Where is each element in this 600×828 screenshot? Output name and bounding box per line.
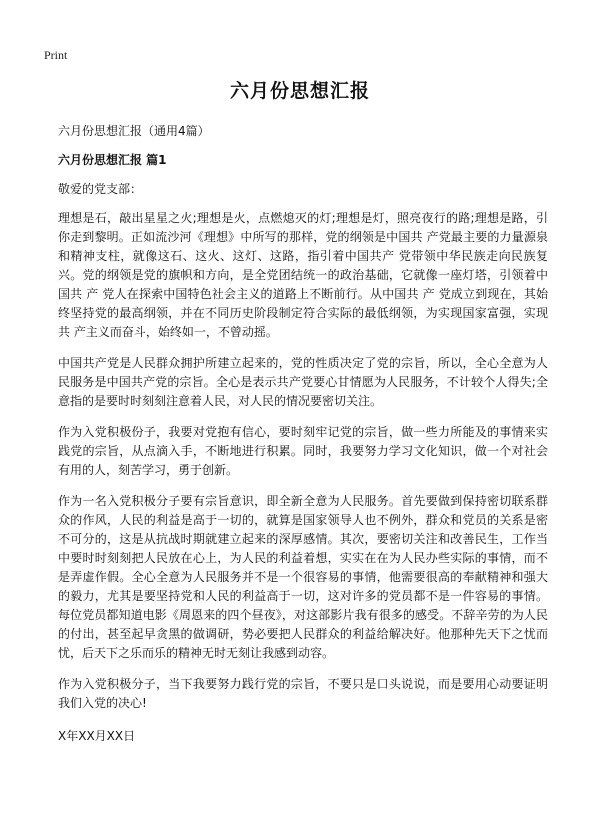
paragraph-3: 作为入党积极份子，我要对党抱有信心，要时刻牢记党的宗旨，做一些力所能及的事情来实践党的宗旨，从点滴入手，不断地进行积累。同时，我要努力学习文化知识，做一个对社会有用的人，刻苦学习，勇于创新。	[58, 425, 548, 477]
document-body	[58, 122, 548, 746]
paragraph-1: 理想是石，敲出星星之火;理想是火，点燃熄灭的灯;理想是灯，照亮夜行的路;理想是路，引你走到黎明。正如流沙河《理想》中所写的那样，党的纲领是中国共 产党最主要的力量源泉和精神支柱，就像这石、这火、这灯、这路，指引着中国共产 党带领中华民族走向民族复兴。党的纲领是党的旗帜和方向，是全党团结统一的政治基础，它就像一座灯塔，引领着中国共 产 党人在探索中国特色社会主义的道路上不断前行。从中国共 产 党成立到现在，其始终坚持党的最高纲领，并在不同历史阶段制定符合实际的最低纲领，为实现国家富强，实现共 产主义而奋斗，始终如一，不曾动摇。	[58, 211, 548, 339]
paragraph-2: 中国共产党是人民群众拥护所建立起来的，党的性质决定了党的宗旨，所以，全心全意为人民服务是中国共产党的宗旨。全心是表示共产党要心甘情愿为人民服务，不计较个人得失;全意指的是要时时刻刻注意着人民，对人民的情况要密切关注。	[58, 356, 548, 408]
salutation: 敬爱的党支部：	[58, 182, 143, 196]
date-line: X年XX月XX日	[58, 729, 136, 743]
print-link[interactable]: Print	[44, 48, 68, 62]
paragraph-4: 作为一名入党积极分子要有宗旨意识，即全新全意为人民服务。首先要做到保持密切联系群众的作风，人民的利益是高于一切的，就算是国家领导人也不例外，群众和党员的关系是密不可分的，这是从抗战时期就建立起来的深厚感情。其次，要密切关注和改善民生，工作当中要时时刻刻把人民放在心上，为人民的利益着想，实实在在为人民办些实际的事情，而不是弄虚作假。全心全意为人民服务并不是一个很容易的事情，他需要很高的奉献精神和强大的毅力，尤其是要坚持党和人民的利益高于一切，这对许多的党员都不是一件容易的事情。每位党员都知道电影《周恩来的四个昼夜》，对这部影片我有很多的感受。不辞辛劳的为人民的付出，甚至起早贪黑的做调研，势必要把人民群众的利益给解决好。他那种先天下之忧而忧，后天下之乐而乐的精神无时无刻让我感到动容。	[58, 494, 548, 660]
page-title: 六月份思想汇报	[229, 80, 370, 102]
document-subtitle: 六月份思想汇报（通用4篇）	[58, 124, 210, 138]
paragraph-5: 作为入党积极分子，当下我要努力践行党的宗旨，不要只是口头说说，而是要用心动要证明我们入党的决心!	[58, 677, 548, 710]
section-heading: 六月份思想汇报 篇1	[58, 153, 167, 167]
